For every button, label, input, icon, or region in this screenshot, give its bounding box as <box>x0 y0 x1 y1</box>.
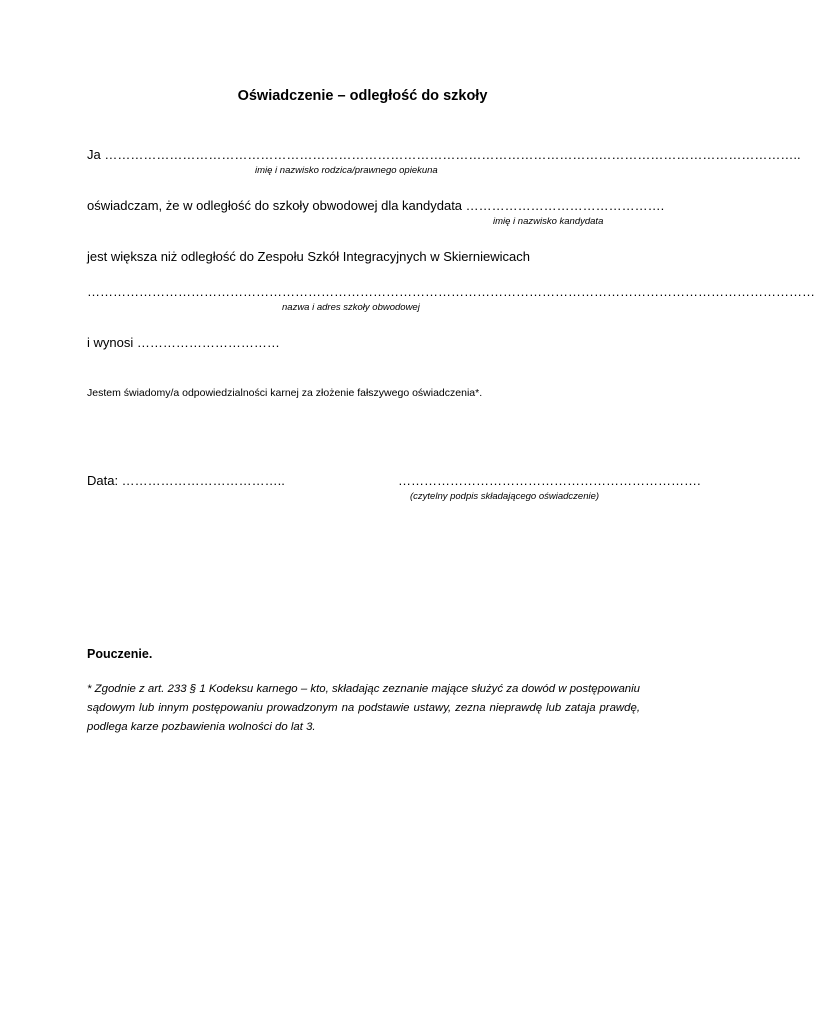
distance-amount-line: i wynosi …………………………… <box>87 335 280 350</box>
school-address-caption: nazwa i adres szkoły obwodowej <box>282 302 420 313</box>
signature-line: ……………………………………………………………. <box>398 473 701 488</box>
parent-name-line: Ja …………………………………………………………………………………………………………………………………………….. <box>87 147 801 162</box>
distance-greater-line: jest większa niż odległość do Zespołu Szkół Integracyjnych w Skierniewicach <box>87 249 530 264</box>
signature-caption: (czytelny podpis składającego oświadczenie) <box>410 491 600 502</box>
responsibility-statement: Jestem świadomy/a odpowiedzialności karnej za złożenie fałszywego oświadczenia*. <box>87 387 483 399</box>
candidate-name-caption: imię i nazwisko kandydata <box>493 216 604 227</box>
declaration-line: oświadczam, że w odległość do szkoły obwodowej dla kandydata ………………………………………. <box>87 198 665 213</box>
date-line: Data: ……………………………….. <box>87 473 285 488</box>
document-title: Oświadczenie – odległość do szkoły <box>237 88 488 104</box>
instruction-heading: Pouczenie. <box>87 647 153 661</box>
school-address-line: …………………………………………………………………………………………………………………………………………………… <box>87 284 815 299</box>
parent-name-caption: imię i nazwisko rodzica/prawnego opiekuna <box>255 165 438 176</box>
instruction-paragraph: * Zgodnie z art. 233 § 1 Kodeksu karnego – kto, składając zeznanie mające służyć za dowód w postępowaniu sądowym lub innym postępowaniu prowadzonym na podstawie ustawy, zezna nieprawdę lub zataja prawdę, podlega karze pozbawienia wolności do lat 3. <box>87 683 640 733</box>
